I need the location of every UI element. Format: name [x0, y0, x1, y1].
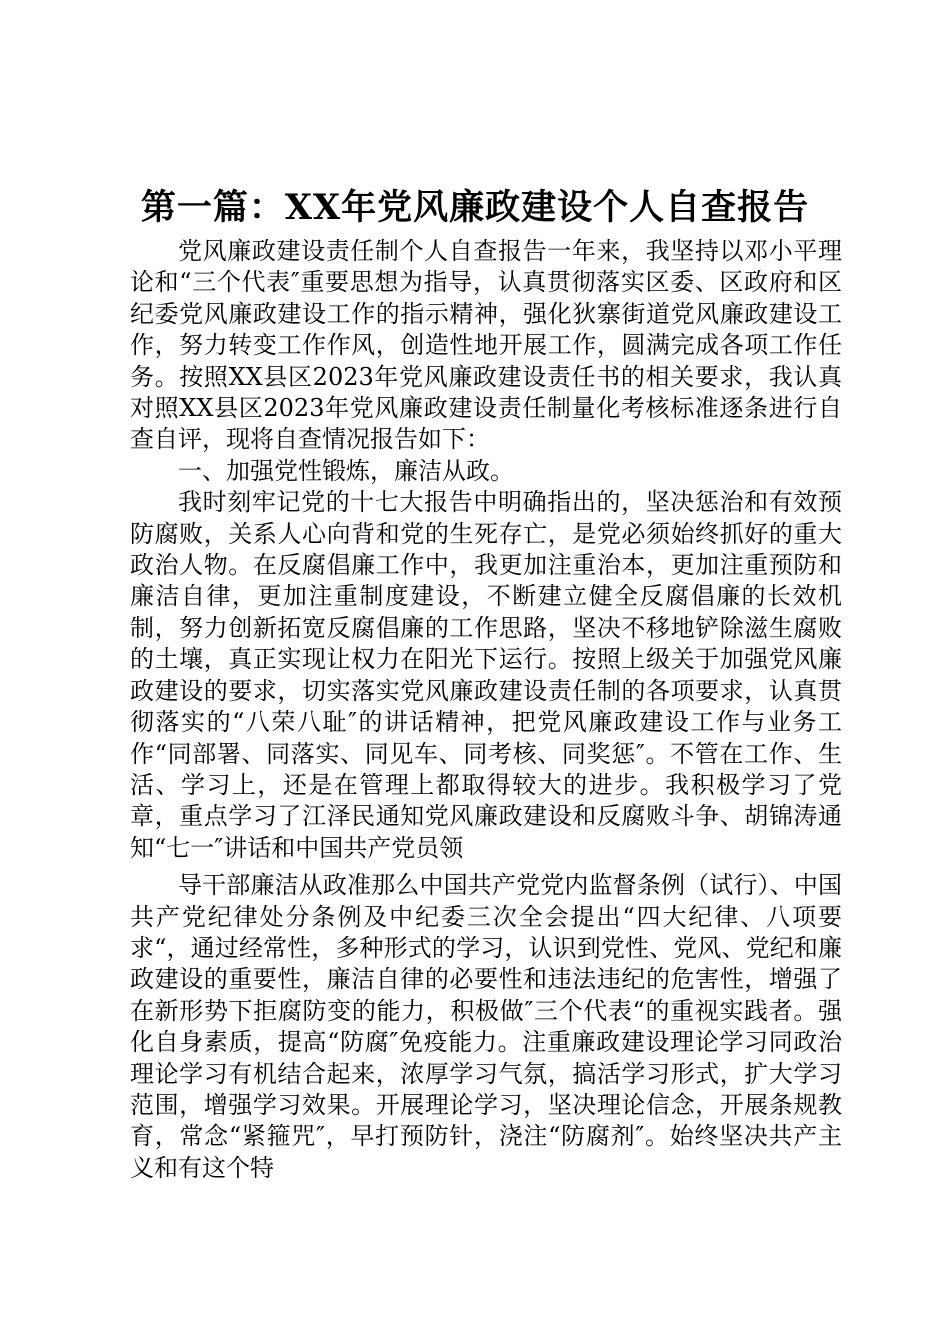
document-title: 第一篇：XX年党风廉政建设个人自查报告	[140, 187, 810, 228]
section-heading: 一、加强党性锻炼，廉洁从政。	[178, 456, 514, 485]
paragraph-intro: 党风廉政建设责任制个人自查报告一年来，我坚持以邓小平理论和“三个代表″重要思想为指导，认真贯彻落实区委、区政府和区纪委党风廉政建设工作的指示精神，强化狄寨街道党风廉政建设工作，努力转变工作作风，创造性地开展工作，圆满完成各项工作任务。按照XX县区2023年党风廉政建设责任书的相关要求，我认真对照XX县区2023年党风廉政建设责任制量化考核标准逐条进行自查自评，现将自查情况报告如下：	[130, 237, 842, 454]
document-body	[130, 236, 842, 1184]
paragraph-section-1: 我时刻牢记党的十七大报告中明确指出的，坚决惩治和有效预防腐败，关系人心向背和党的生死存亡，是党必须始终抓好的重大政治人物。在反腐倡廉工作中，我更加注重治本，更加注重预防和廉洁自律，更加注重制度建设，不断建立健全反腐倡廉的长效机制，努力创新拓宽反腐倡廉的工作思路，坚决不移地铲除滋生腐败的土壤，真正实现让权力在阳光下运行。按照上级关于加强党风廉政建设的要求，切实落实党风廉政建设责任制的各项要求，认真贯彻落实的“八荣八耻″的讲话精神，把党风廉政建设工作与业务工作“同部署、同落实、同见车、同考核、同奖惩″。不管在工作、生活、学习上，还是在管理上都取得较大的进步。我积极学习了党章，重点学习了江泽民通知党风廉政建设和反腐败斗争、胡锦涛通知“七一″讲话和中国共产党员领	[130, 488, 842, 862]
paragraph-continued: 导干部廉洁从政准那么中国共产党党内监督条例（试行）、中国共产党纪律处分条例及中纪委三次全会提出“四大纪律、八项要求“，通过经常性，多种形式的学习，认识到党性、党风、党纪和廉政建设的重要性，廉洁自律的必要性和违法违纪的危害性，增强了在新形势下拒腐防变的能力，积极做″三个代表“的重视实践者。强化自身素质，提高“防腐″免疫能力。注重廉政建设理论学习同政治理论学习有机结合起来，浓厚学习气氛，搞活学习形式，扩大学习范围，增强学习效果。开展理论学习，坚决理论信念，开展条规教育，常念“紧箍咒″，早打预防针，浇注“防腐剂″。始终坚决共产主义和有这个特	[130, 871, 842, 1182]
